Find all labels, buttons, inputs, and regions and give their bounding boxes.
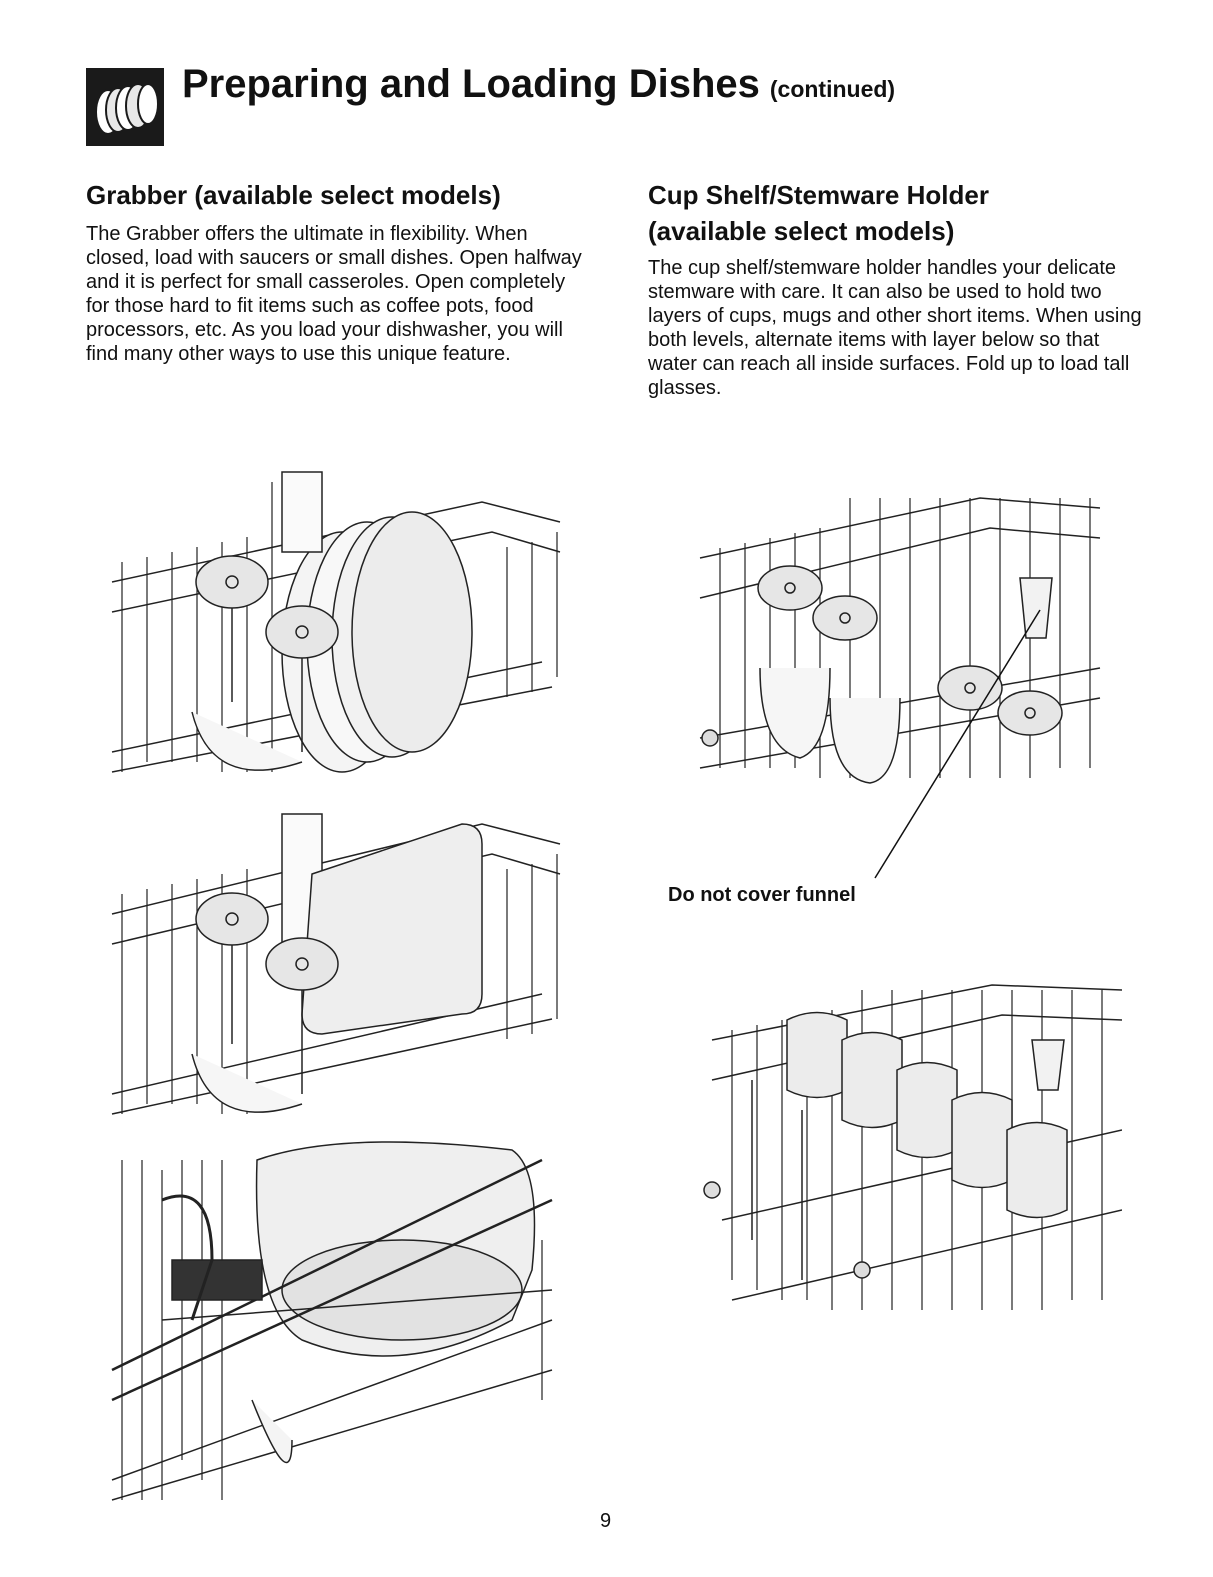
stacked-dishes-icon: [86, 68, 164, 146]
page-title-subtitle: (continued): [769, 76, 896, 102]
grabber-body: The Grabber offers the ultimate in flexibility. When closed, load with saucers or small dishes. Open halfway and it is perfect for small casseroles. Open completely for those hard to fit items such as coffee pots, food processors, etc. As you load your dishwasher, you will find many other ways to use this unique feature.: [86, 223, 582, 365]
cup-shelf-heading-line1: Cup Shelf/Stemware Holder: [648, 180, 989, 210]
page-title: [182, 62, 895, 107]
cup-shelf-heading-line2: (available select models): [648, 216, 955, 246]
page-number: 9: [600, 1510, 612, 1532]
grabber-closed-illustration: [102, 462, 562, 792]
cup-shelf-body: The cup shelf/stemware holder handles your delicate stemware with care. It can also be used to hold two layers of cups, mugs and other short items. When using both levels, alternate items with layer below so that water can reach all inside surfaces. Fold up to load tall glasses.: [648, 257, 1142, 399]
cup-shelf-mugs-illustration: [692, 980, 1122, 1320]
grabber-open-illustration: [102, 1140, 562, 1502]
page-title-text: Preparing and Loading Dishes: [182, 62, 760, 106]
funnel-callout: Do not cover funnel: [668, 884, 856, 906]
stemware-holder-illustration: [680, 488, 1102, 794]
grabber-halfway-illustration: [102, 804, 562, 1134]
grabber-heading: Grabber (available select models): [86, 180, 501, 210]
